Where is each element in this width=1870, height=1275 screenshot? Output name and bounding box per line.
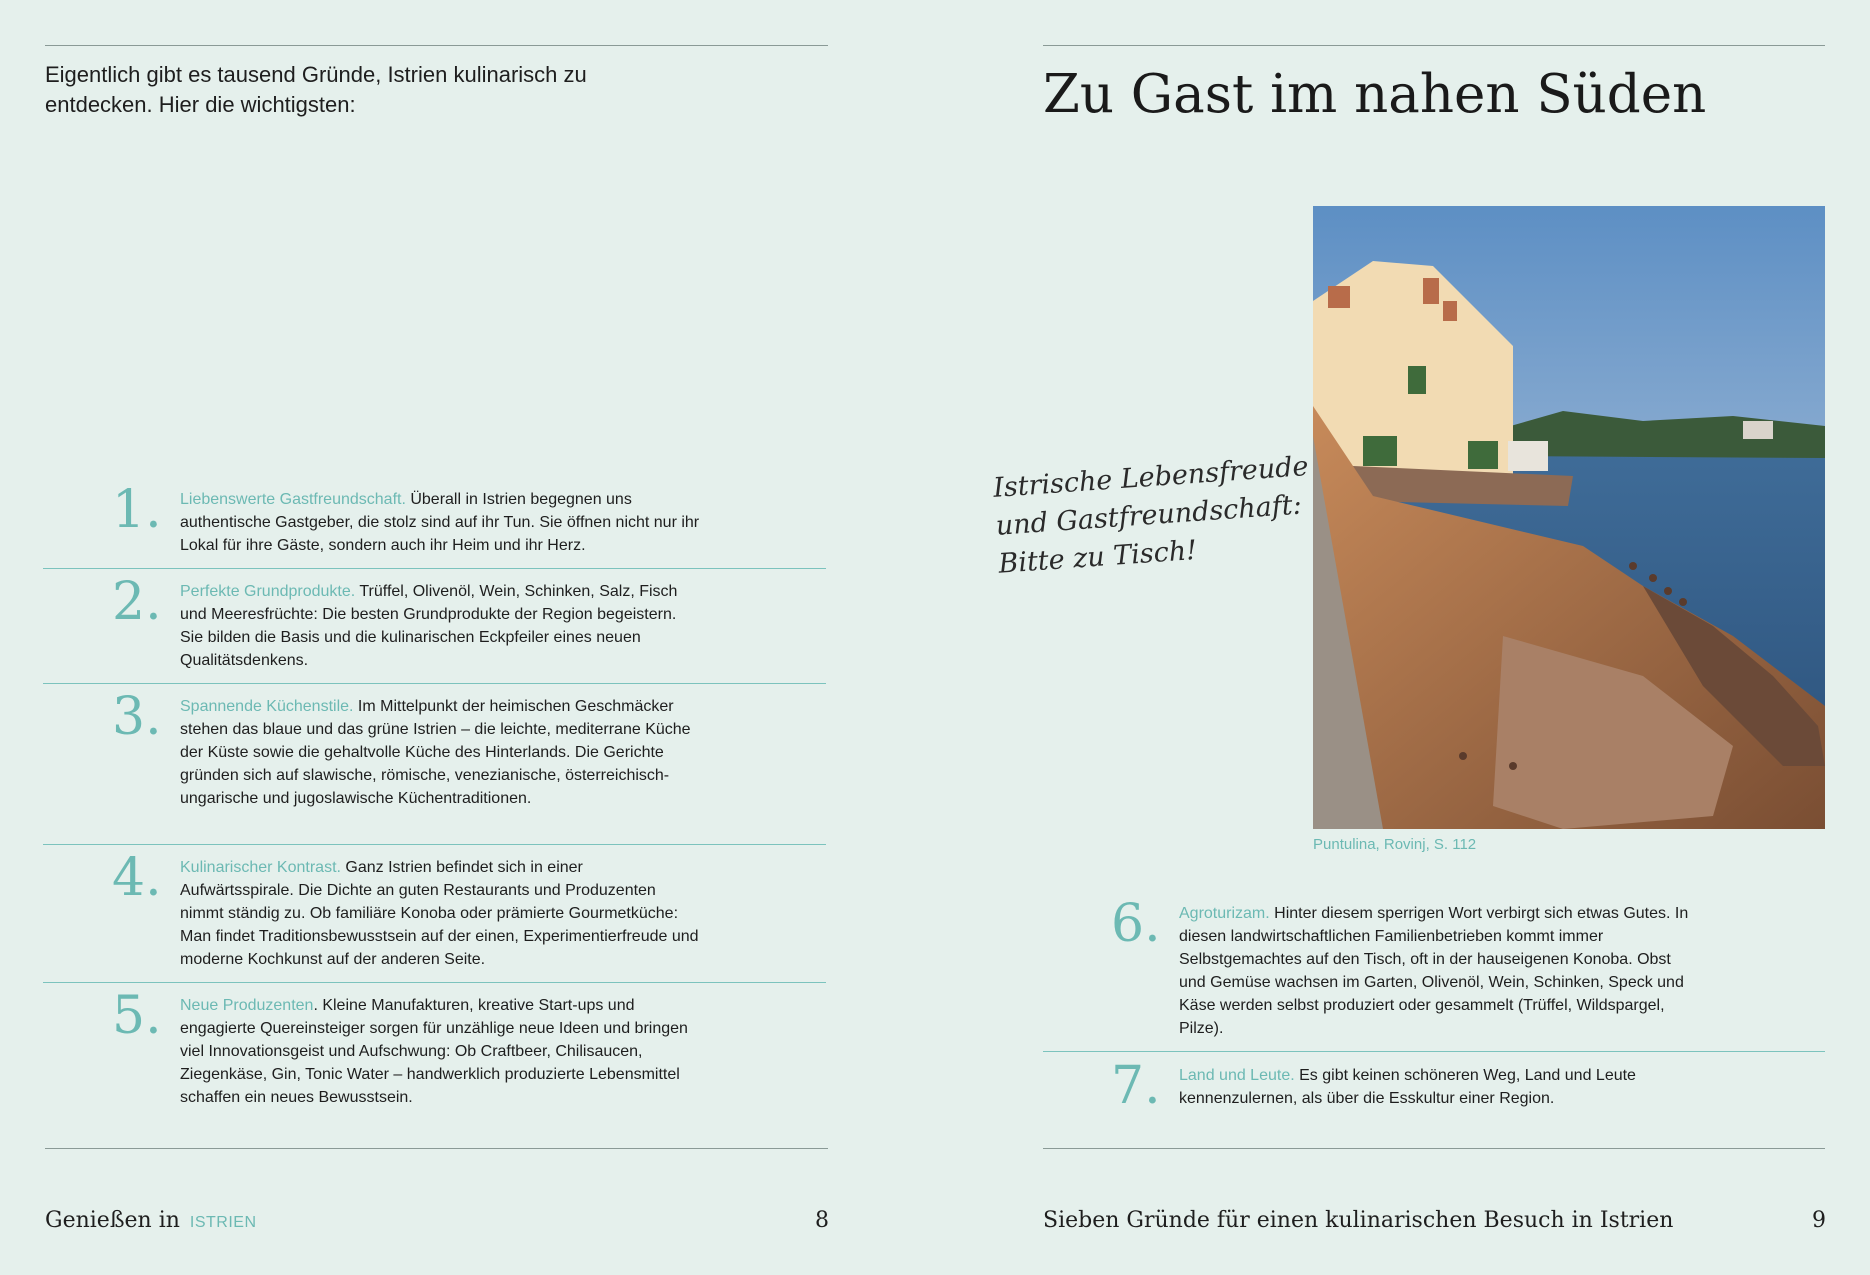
page-number-right: 9 [1812, 1208, 1826, 1233]
item-number: 5. [112, 986, 162, 1046]
left-footer [45, 1208, 257, 1233]
item-body [180, 994, 700, 1109]
left-top-rule [45, 45, 828, 46]
footer-title: Genießen in [45, 1208, 180, 1233]
item-lead: Liebenswerte Gastfreundschaft. [180, 491, 406, 508]
item-number: 3. [112, 687, 162, 747]
right-footer: Sieben Gründe für einen kulinarischen Besuch in Istrien [1043, 1208, 1674, 1233]
page-title: Zu Gast im nahen Süden [1043, 64, 1707, 125]
item-divider [1043, 1051, 1825, 1052]
item-lead: Agroturizam. [1179, 905, 1270, 922]
right-bottom-rule [1043, 1148, 1825, 1149]
item-number: 1. [112, 480, 162, 540]
item-text: Im Mittelpunkt der heimischen Geschmäcker stehen das blaue und das grüne Istrien – die leichte, mediterrane Küche der Küste sowie die gehaltvolle Küche des Hinterlands. Die Gerichte gründen sich auf slawische, römische, venezianische, österreichisch-ungarische und jugoslawische Küchentraditionen. [180, 698, 691, 807]
item-divider [43, 844, 826, 845]
item-text: Hinter diesem sperrigen Wort verbirgt sich etwas Gutes. In diesen landwirtschaftlichen Familienbetrieben kommt immer Selbstgemachtes auf den Tisch, oft in der hauseigenen Konoba. Obst und Gemüse wachsen im Garten, Olivenöl, Wein, Schinken, Speck und Käse werden selbst produziert oder gesammelt (Trüffel, Wildspargel, Pilze). [1179, 905, 1689, 1037]
item-body [180, 488, 700, 557]
item-lead: Kulinarischer Kontrast. [180, 859, 341, 876]
item-lead: Spannende Küchenstile. [180, 698, 354, 715]
intro-text: Eigentlich gibt es tausend Gründe, Istrien kulinarisch zu entdecken. Hier die wichtigsten: [45, 62, 587, 117]
item-number: 6. [1111, 894, 1161, 954]
left-bottom-rule [45, 1148, 828, 1149]
right-top-rule [1043, 45, 1825, 46]
item-text: Überall in Istrien begegnen uns authentische Gastgeber, die stolz sind auf ihr Tun. Sie öffnen nicht nur ihr Lokal für ihre Gäste, sondern auch ihr Heim und ihr Herz. [180, 491, 700, 554]
handwritten-note [992, 446, 1339, 583]
item-text: Es gibt keinen schöneren Weg, Land und Leute kennenzulernen, als über die Esskultur einer Region. [1179, 1067, 1636, 1107]
page-number-left: 8 [815, 1208, 829, 1233]
item-body [180, 580, 700, 672]
item-divider [43, 982, 826, 983]
coastal-photo-illustration [1313, 206, 1825, 829]
item-body [180, 695, 700, 810]
item-divider [43, 568, 826, 569]
handwritten-line: Istrische Lebensfreude [992, 450, 1310, 504]
photo-caption: Puntulina, Rovinj, S. 112 [1313, 836, 1477, 853]
footer-accent: ISTRIEN [189, 1214, 257, 1231]
item-lead: Land und Leute. [1179, 1067, 1295, 1084]
item-body [180, 856, 700, 971]
item-lead: Perfekte Grundprodukte. [180, 583, 356, 600]
item-body [1179, 902, 1689, 1040]
handwritten-line: Bitte zu Tisch! [997, 534, 1198, 580]
item-body [1179, 1064, 1689, 1110]
item-lead: Neue Produzenten [180, 997, 314, 1014]
handwritten-line: und Gastfreundschaft: [994, 489, 1303, 542]
coastal-photo [1313, 206, 1825, 829]
item-number: 2. [112, 572, 162, 632]
item-divider [43, 683, 826, 684]
item-text: . Kleine Manufakturen, kreative Start-ups und engagierte Quereinsteiger sorgen für unzählige neue Ideen und bringen viel Innovationsgeist und Aufschwung: Ob Craftbeer, Chilisaucen, Ziegenkäse, Gin, Tonic Water – handwerklich produzierte Lebensmittel schaffen ein neues Bewusstsein. [180, 997, 688, 1106]
item-text: Ganz Istrien befindet sich in einer Aufwärtsspirale. Die Dichte an guten Restaurants und Produzenten nimmt ständig zu. Ob familiäre Konoba oder prämierte Gourmetküche: Man findet Traditionsbewusstsein auf der einen, Experimentierfreude und moderne Kochkunst auf der anderen Seite. [180, 859, 699, 968]
item-number: 7. [1111, 1056, 1161, 1116]
item-number: 4. [112, 848, 162, 908]
item-text: Trüffel, Olivenöl, Wein, Schinken, Salz, Fisch und Meeresfrüchte: Die besten Grundprodukte der Region begeistern. Sie bilden die Basis und die kulinarischen Eckpfeiler eines neuen Qualitätsdenkens. [180, 583, 678, 669]
